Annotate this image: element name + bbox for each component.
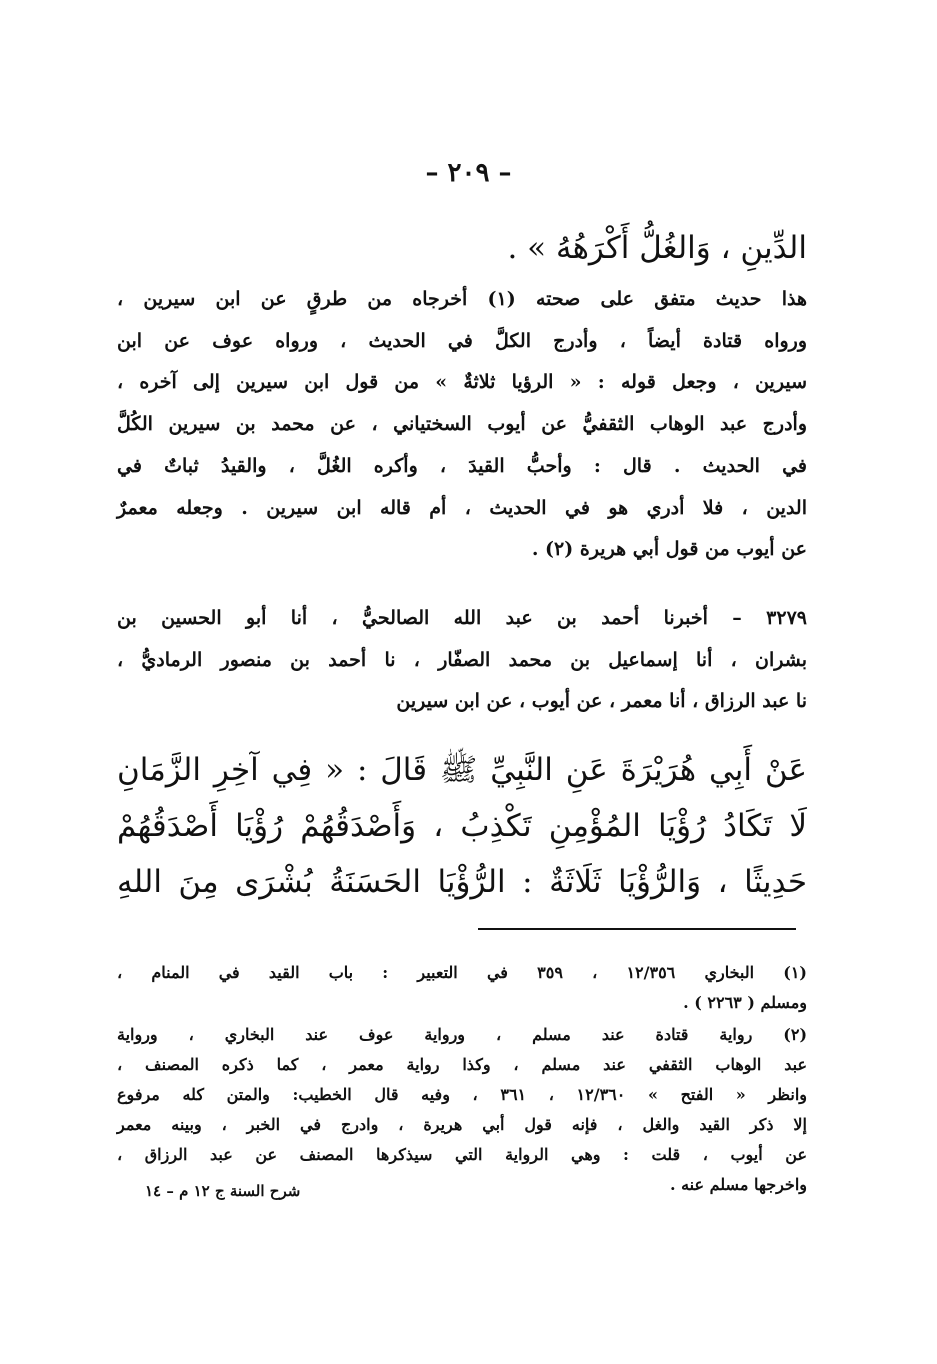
footnote-divider <box>478 928 796 930</box>
hadith-line: لَا تَكَادُ رُؤْيَا المُؤْمِنِ تَكْذِبُ ، وَأَصْدَقُهُمْ رُؤْيَا أَصْدَقُهُمْ <box>117 808 807 844</box>
continuation-line <box>117 220 807 276</box>
footnote-line: ومسلم ( ٢٢٦٣ ) . <box>683 993 807 1012</box>
text-line: نا عبد الرزاق ، أنا معمر ، عن أيوب ، عن ابن سيرين <box>396 690 807 713</box>
paragraph-isnad <box>117 598 807 723</box>
text-line: وأدرج عبد الوهاب الثقفيُّ عن أيوب السختياني ، عن محمد بن سيرين الكُلَّ <box>117 413 807 436</box>
footnote-line: عبد الوهاب الثقفي عند مسلم ، وكذا رواية معمر ، كما ذكره المصنف ، <box>117 1055 807 1074</box>
footnote-2 <box>117 1020 807 1200</box>
text-line: هذا حديث متفق على صحته (١) أخرجاه من طرقٍ عن ابن سيرين ، <box>117 288 807 310</box>
text-line: الدين ، فلا أدري هو في الحديث ، أم قاله ابن سيرين . وجعله معمرٌ <box>117 496 807 519</box>
continuation-text: الدِّينِ ، وَالغُلُّ أَكْرَهُهُ » . <box>507 230 807 266</box>
footnote-line: واخرجها مسلم عنه . <box>669 1175 807 1194</box>
signature-mark: شرح السنة ج ١٢ م – ١٤ <box>145 1182 301 1200</box>
text-line: عن أيوب من قول أبي هريرة (٢) . <box>531 538 807 561</box>
footnote-1 <box>117 958 807 1018</box>
footnote-line: (١) البخاري ١٢/٣٥٦ ، ٣٥٩ في التعبير : باب القيد في المنام ، <box>117 963 807 982</box>
footnote-line: عن أيوب ، قلت : وهي الرواية التي سيذكرها المصنف عن عبد الرزاق ، <box>117 1145 807 1164</box>
paragraph-commentary <box>117 279 807 571</box>
text-line: ٣٢٧٩ – أخبرنا أحمد بن عبد الله الصالحيُّ ، أنا أبو الحسين بن <box>117 607 807 629</box>
footnote-line: وانظر « الفتح » ١٢/٣٦٠ ، ٣٦١ ، وفيه قال الخطيب: والمتن كله مرفوع <box>117 1085 808 1104</box>
text-line: سيرين ، وجعل قوله : « الرؤيا ثلاثةٌ » من قول ابن سيرين إلى آخره ، <box>117 371 807 394</box>
hadith-line: حَدِيثًا ، وَالرُّؤْيَا ثَلَاثَةٌ : الرُّؤْيَا الحَسَنَةُ بُشْرَى مِنَ اللهِ <box>117 864 807 900</box>
text-line: في الحديث . قال : وأحبُّ القيدَ ، وأكره الغُلَّ ، والقيدُ ثباتٌ في <box>117 454 807 477</box>
text-line: ورواه قتادة أيضاً ، وأدرج الكلَّ في الحديث ، ورواه عوف عن ابن <box>117 329 807 352</box>
text-line: بشران ، أنا إسماعيل بن محمد الصفّار ، نا أحمد بن منصور الرماديُّ ، <box>117 648 807 671</box>
hadith-text <box>117 742 807 910</box>
page-number: – ٢٠٩ – <box>425 158 512 188</box>
footnote-line: (٢) رواية قتادة عند مسلم ، ورواية عوف عند البخاري ، ورواية <box>117 1025 808 1044</box>
hadith-line: عَنْ أَبِي هُرَيْرَةَ عَنِ النَّبِيِّ ﷺ قَالَ : « فِي آخِرِ الزَّمَانِ <box>117 752 807 788</box>
footnote-line: إلا ذكر القيد والغل ، فإنه قول أبي هريرة ، وادرج في الخبر ، وبينه معمر <box>117 1115 808 1134</box>
